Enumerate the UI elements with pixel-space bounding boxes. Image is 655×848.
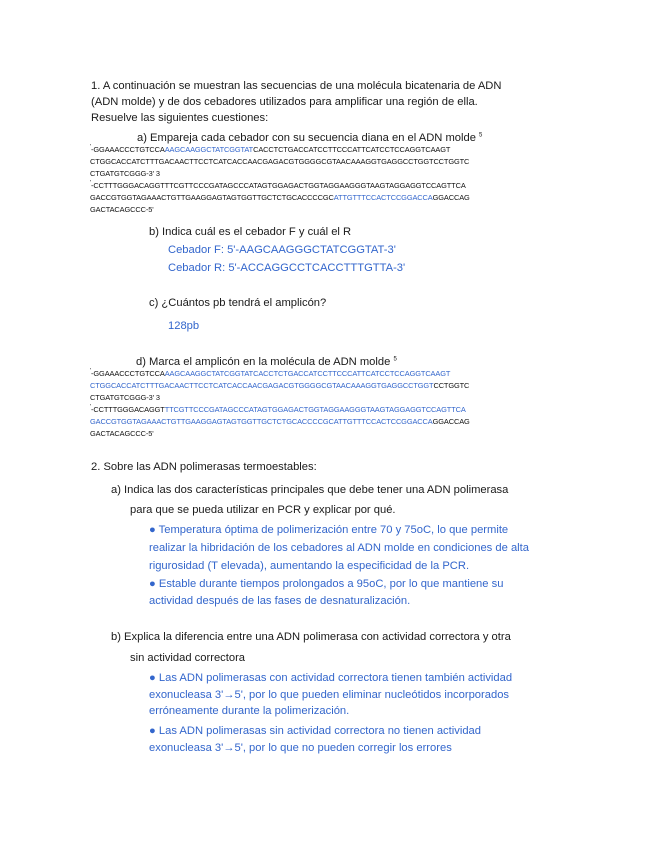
q1a-seq2-line1-mark: ' xyxy=(90,180,92,187)
bullet-icon: ● xyxy=(149,524,156,536)
q2b-answer1-line2: exonucleasa 3'→5', por lo que pueden eliminar nucleótidos incorporados xyxy=(149,689,510,701)
q2a-answer1-line2: realizar la hibridación de los cebadores al ADN molde en condiciones de alta xyxy=(149,542,529,554)
q1-intro-line1: 1. A continuación se muestran las secuencias de una molécula bicatenaria de ADN xyxy=(91,80,502,92)
q1d-seq2-line3: GACTACAGCCC-5' xyxy=(90,429,154,438)
q1d-seq2-line2 xyxy=(90,417,470,427)
q1a-seq2-line1 xyxy=(90,181,466,191)
sequence-segment: GGACCAG xyxy=(432,193,470,202)
q1d-seq1-line2-segments xyxy=(90,381,469,390)
q1d-seq2-line1-mark: ' xyxy=(90,404,92,411)
q1a-seq2-line2 xyxy=(90,193,470,203)
q1-intro-line3: Resuelve las siguientes cuestiones: xyxy=(91,112,269,124)
q2b-answer2-line1 xyxy=(149,724,481,738)
q2a-answer1-line3: rigurosidad (T elevada), aumentando la especificidad de la PCR. xyxy=(149,560,470,572)
q1a-seq1-line1-mark: ' xyxy=(90,144,92,151)
q2b-answer1-line3: erróneamente durante la polimerización. xyxy=(149,705,350,717)
q1d-seq1-line2 xyxy=(90,381,469,391)
q1d-seq1-line3: CTGATGTCGGG-3' 3 xyxy=(90,393,160,402)
q1b-heading: b) Indica cuál es el cebador F y cuál el R xyxy=(149,226,352,238)
q2b-question-line2: sin actividad correctora xyxy=(130,652,246,664)
q1d-seq2-line1 xyxy=(90,405,466,415)
q2a-question-line2: para que se pueda utilizar en PCR y explicar por qué. xyxy=(130,504,396,516)
q2b-answer1-line1-text: Las ADN polimerasas con actividad correctora tienen también actividad xyxy=(158,672,513,684)
q2a-answer2-line1-text: Estable durante tiempos prolongados a 95oC, por lo que mantiene su xyxy=(158,578,504,590)
q1c-heading: c) ¿Cuántos pb tendrá el amplicón? xyxy=(149,297,327,309)
q1a-seq2-line3: GACTACAGCCC-5' xyxy=(90,205,154,214)
q1b-answer-reverse: Cebador R: 5'-ACCAGGCCTCACCTTTGTTA-3' xyxy=(168,262,406,274)
q2a-answer1-line1 xyxy=(149,523,508,537)
q1a-seq1-line2: CTGGCACCATCTTTGACAACTTCCTCATCACCAACGAGACGTGGGGCGTAACAAAGGTGAGGCCTGGTCCTGGTC xyxy=(90,157,470,166)
sequence-segment: -GGAAACCCTGTCCA xyxy=(91,145,165,154)
q1a-heading-mark: 5 xyxy=(479,132,483,139)
q1a-seq2-line2-segments xyxy=(90,193,470,202)
bullet-icon: ● xyxy=(149,578,156,590)
highlighted-sequence-segment: AAGCAAGGCTATCGGTAT xyxy=(164,145,254,154)
q1-intro-line2: (ADN molde) y de dos cebadores utilizados para amplificar una región de ella. xyxy=(91,96,478,108)
q2a-answer1-line1-text: Temperatura óptima de polimerización entre 70 y 75oC, lo que permite xyxy=(158,524,509,536)
highlighted-sequence-segment: ATTGTTTCCACTCCGGACCA xyxy=(333,193,433,202)
q1d-seq2-line2-segments xyxy=(90,417,470,426)
bullet-icon: ● xyxy=(149,672,156,684)
q1b-answer-forward: Cebador F: 5'-AAGCAAGGGCTATCGGTAT-3' xyxy=(168,244,396,256)
sequence-segment: GGACCAG xyxy=(432,417,470,426)
q2-heading: 2. Sobre las ADN polimerasas termoestables: xyxy=(91,461,317,473)
highlighted-sequence-segment: AAGCAAGGCTATCGGTATCACCTCTGACCATCCTTCCCATTCATCCTCCAGGTCAAGT xyxy=(164,369,451,378)
q2a-question-line1: a) Indica las dos características principales que debe tener una ADN polimerasa xyxy=(111,484,509,496)
highlighted-sequence-segment: GACCGTGGTAGAAACTGTTGAAGGAGTAGTGGTTGCTCTGCACCCCGCATTGTTTCCACTCCGGACCA xyxy=(90,417,433,426)
sequence-segment: GACCGTGGTAGAAACTGTTGAAGGAGTAGTGGTTGCTCTGCACCCCGC xyxy=(90,193,334,202)
q1d-heading-mark: 5 xyxy=(393,356,397,363)
q1a-heading xyxy=(137,131,482,145)
q1a-seq1-line1 xyxy=(90,145,450,155)
q1a-seq2-line1-text: -CCTTTGGGACAGGTTTCGTTCCCGATAGCCCATAGTGGAGACTGGTAGGAAGGGTAAGTAGGAGGTCCAGTTCA xyxy=(91,181,466,190)
q1a-heading-text: a) Empareja cada cebador con su secuencia diana en el ADN molde xyxy=(137,132,476,144)
q2b-answer1-line1 xyxy=(149,671,512,685)
sequence-segment: CCTGGTC xyxy=(433,381,470,390)
q1c-answer: 128pb xyxy=(168,320,200,332)
sequence-segment: -GGAAACCCTGTCCA xyxy=(91,369,165,378)
q2a-answer2-line2: actividad después de las fases de desnaturalización. xyxy=(149,595,411,607)
q2b-answer2-line1-text: Las ADN polimerasas sin actividad correctora no tienen actividad xyxy=(158,725,481,737)
sequence-segment: -CCTTTGGGACAGGT xyxy=(91,405,165,414)
highlighted-sequence-segment: TTCGTTCCCGATAGCCCATAGTGGAGACTGGTAGGAAGGGTAAGTAGGAGGTCCAGTTCA xyxy=(164,405,466,414)
q1d-seq1-line1-mark: ' xyxy=(90,368,92,375)
q1d-seq1-line1-segments xyxy=(91,369,450,378)
q1d-heading-text: d) Marca el amplicón en la molécula de ADN molde xyxy=(136,356,391,368)
sequence-segment: CACCTCTGACCATCCTTCCCATTCATCCTCCAGGTCAAGT xyxy=(253,145,451,154)
q1a-seq1-line3: CTGATGTCGGG-3' 3 xyxy=(90,169,160,178)
q1d-seq2-line1-segments xyxy=(91,405,466,414)
bullet-icon: ● xyxy=(149,725,156,737)
q1d-seq1-line1 xyxy=(90,369,450,379)
q2b-question-line1: b) Explica la diferencia entre una ADN polimerasa con actividad correctora y otra xyxy=(111,631,511,643)
highlighted-sequence-segment: CTGGCACCATCTTTGACAACTTCCTCATCACCAACGAGACGTGGGGCGTAACAAAGGTGAGGCCTGGT xyxy=(90,381,434,390)
q1d-heading xyxy=(136,355,397,369)
q2a-answer2-line1 xyxy=(149,577,503,591)
q1a-seq1-line1-segments xyxy=(91,145,450,154)
q2b-answer2-line2: exonucleasa 3'→5', por lo que no pueden corregir los errores xyxy=(149,742,452,754)
